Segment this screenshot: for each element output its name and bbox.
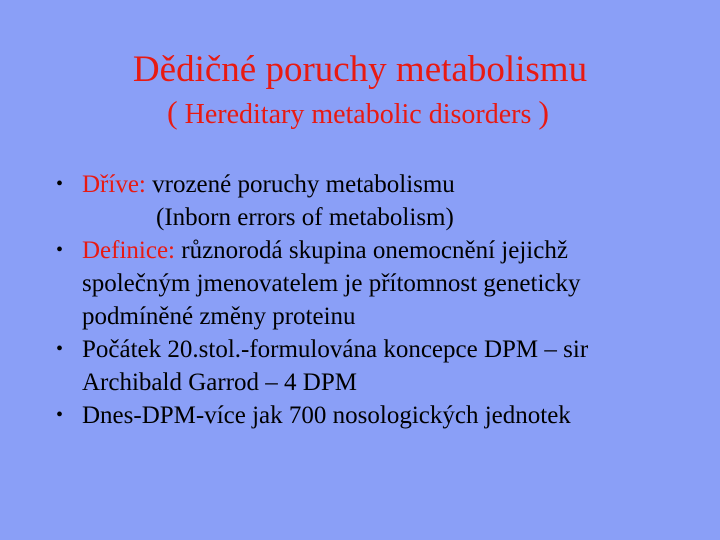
bullet-line: společným jmenovatelem je přítomnost geneticky xyxy=(82,270,581,297)
bullet-line: Počátek 20.stol.-formulována koncepce DPM – sir xyxy=(82,336,589,363)
bullet-line xyxy=(82,168,696,201)
bullet-dot: • xyxy=(56,173,64,195)
bullet-dot: • xyxy=(56,338,64,360)
bullet-list xyxy=(56,168,696,432)
title-main: Dědičné poruchy metabolismu xyxy=(132,49,588,90)
bullet-text: vrozené poruchy metabolismu xyxy=(152,171,455,198)
bullet-dot: • xyxy=(56,404,64,426)
bullet-line xyxy=(82,234,696,267)
bullet-item xyxy=(56,234,696,333)
bullet-line: Dnes-DPM-více jak 700 nosologických jednotek xyxy=(82,402,571,429)
bullet-keyword: Dříve: xyxy=(82,171,146,198)
bullet-item xyxy=(56,399,696,432)
subtitle-close-paren: ) xyxy=(538,94,550,130)
bullet-item xyxy=(56,333,696,399)
bullet-line: Archibald Garrod – 4 DPM xyxy=(82,369,357,396)
bullet-text: různorodá skupina onemocnění jejichž xyxy=(181,237,568,264)
bullet-dot: • xyxy=(56,239,64,261)
bullet-keyword: Definice: xyxy=(82,237,176,264)
bullet-item xyxy=(56,168,696,234)
subtitle-text: Hereditary metabolic disorders xyxy=(184,99,532,130)
bullet-line: podmíněné změny proteinu xyxy=(82,303,356,330)
title-subtitle xyxy=(0,92,720,135)
bullet-continuation: (Inborn errors of metabolism) xyxy=(156,204,454,231)
slide-title xyxy=(0,48,720,135)
subtitle-open-paren: ( xyxy=(166,94,178,130)
